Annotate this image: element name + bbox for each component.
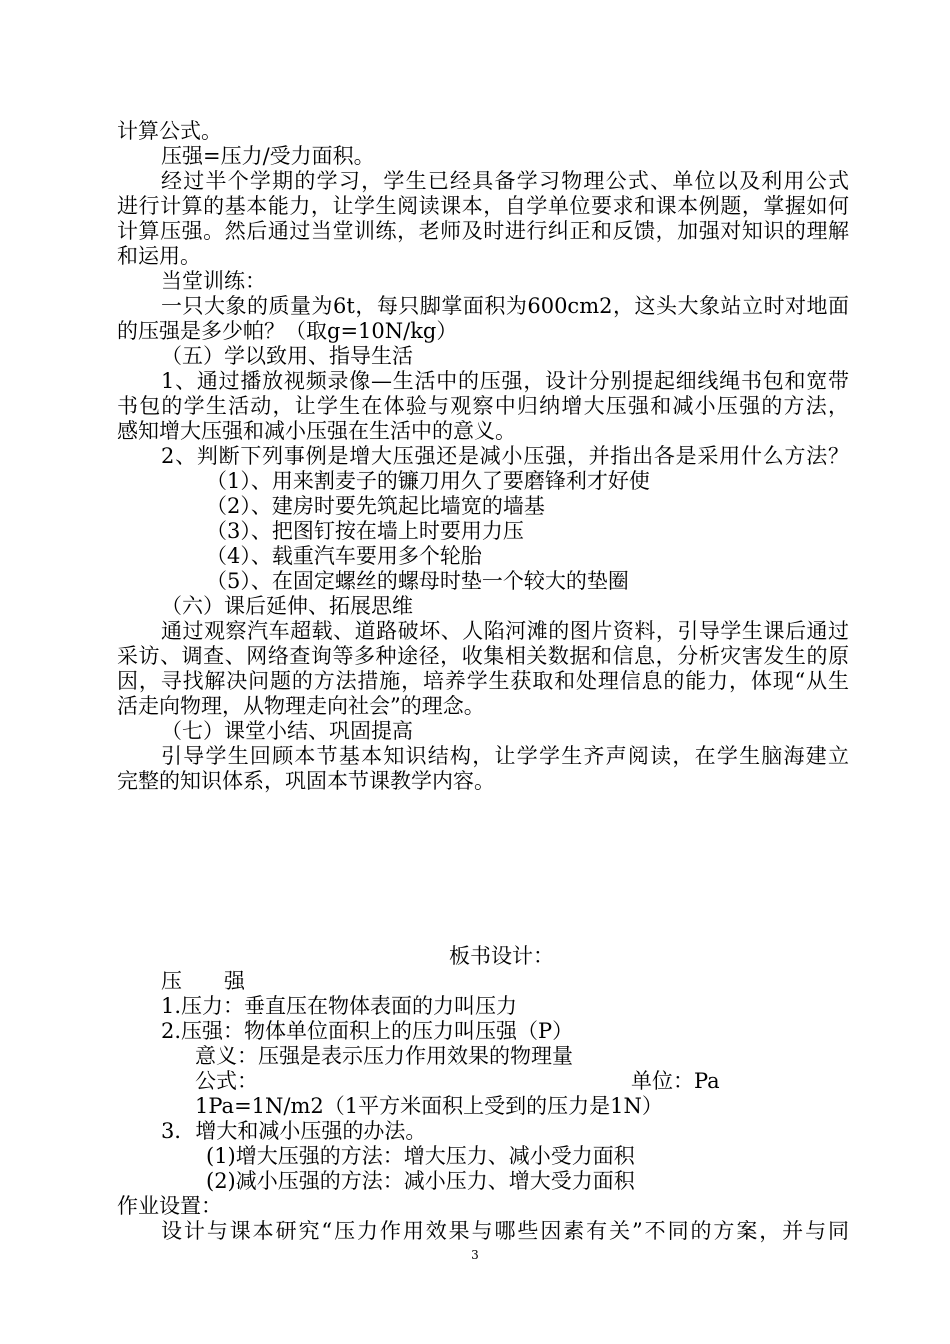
text-line: 的压强是多少帕？（取g=10N/kg）: [117, 319, 458, 343]
section-heading: （七）课堂小结、巩固提高: [161, 719, 413, 743]
text-line: 1、通过播放视频录像—生活中的压强，设计分别提起细线绳书包和宽带: [161, 369, 849, 393]
list-item: （4）、载重汽车要用多个轮胎: [206, 544, 482, 568]
list-item: （5）、在固定螺丝的螺母时垫一个较大的垫圈: [206, 569, 629, 593]
text-line: 进行计算的基本能力，让学生阅读课本，自学单位要求和课本例题，掌握如何: [117, 194, 849, 218]
list-item: （2）、建房时要先筑起比墙宽的墙基: [206, 494, 545, 518]
text-line: 计算压强。然后通过当堂训练，老师及时进行纠正和反馈，加强对知识的理解: [117, 219, 849, 243]
text-line: 压强=压力/受力面积。: [161, 144, 375, 168]
text-line: 活走向物理，从物理走向社会”的理念。: [117, 694, 485, 718]
text-line: 和运用。: [117, 244, 201, 268]
board-method: (2)减小压强的方法：减小压力、增大受力面积: [206, 1169, 635, 1193]
text-line: 计算公式。: [117, 119, 222, 143]
text-line: 感知增大压强和减小压强在生活中的意义。: [117, 419, 516, 443]
text-line: 当堂训练：: [161, 269, 266, 293]
board-heading: 板书设计：: [449, 944, 554, 968]
list-item: （1）、用来割麦子的镰刀用久了要磨锋利才好使: [206, 469, 650, 493]
text-line: 采访、调查、网络查询等多种途径，收集相关数据和信息，分析灾害发生的原: [117, 644, 849, 668]
board-item: 1.压力：垂直压在物体表面的力叫压力: [161, 994, 518, 1018]
homework-text: 设计与课本研究“压力作用效果与哪些因素有关”不同的方案，并与同: [161, 1219, 849, 1243]
board-unit-label: 单位：Pa: [631, 1069, 720, 1093]
homework-label: 作业设置：: [117, 1194, 222, 1218]
text-line: 因，寻找解决问题的方法措施，培养学生获取和处理信息的能力，体现“从生: [117, 669, 849, 693]
board-formula-label: 公式：: [195, 1069, 258, 1093]
text-line: 书包的学生活动，让学生在体验与观察中归纳增大压强和减小压强的方法，: [117, 394, 849, 418]
text-line: 完整的知识体系，巩固本节课教学内容。: [117, 769, 495, 793]
text-line: 经过半个学期的学习，学生已经具备学习物理公式、单位以及利用公式: [161, 169, 849, 193]
board-unit-definition: 1Pa=1N/m2（1平方米面积上受到的压力是1N）: [195, 1094, 663, 1118]
section-heading: （六）课后延伸、拓展思维: [161, 594, 413, 618]
board-title: 压 强: [161, 969, 245, 993]
board-item: 3．增大和减小压强的办法。: [161, 1119, 427, 1143]
board-item: 2.压强：物体单位面积上的压力叫压强（P）: [161, 1019, 574, 1043]
board-meaning: 意义：压强是表示压力作用效果的物理量: [195, 1044, 573, 1068]
section-heading: （五）学以致用、指导生活: [161, 344, 413, 368]
page-number: 3: [471, 1248, 479, 1262]
text-line: 2、判断下列事例是增大压强还是减小压强，并指出各是采用什么方法？: [161, 444, 849, 468]
board-method: (1)增大压强的方法：增大压力、减小受力面积: [206, 1144, 635, 1168]
text-line: 通过观察汽车超载、道路破坏、人陷河滩的图片资料，引导学生课后通过: [161, 619, 849, 643]
text-line: 一只大象的质量为6t，每只脚掌面积为600cm2，这头大象站立时对地面: [161, 294, 849, 318]
list-item: （3）、把图钉按在墙上时要用力压: [206, 519, 524, 543]
text-line: 引导学生回顾本节基本知识结构，让学学生齐声阅读，在学生脑海建立: [161, 744, 849, 768]
